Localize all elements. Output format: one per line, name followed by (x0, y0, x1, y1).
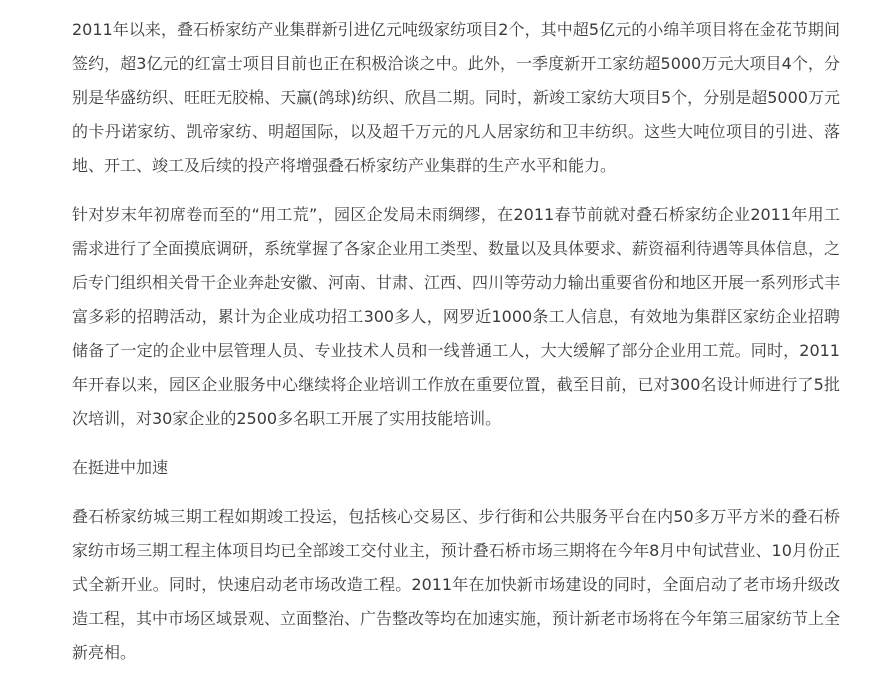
paragraph-labor-recruitment: 针对岁末年初席卷而至的“用工荒”，园区企发局未雨绸缪，在2011春节前就对叠石桥家纺企业2011年用工需求进行了全面摸底调研，系统掌握了各家企业用工类型、数量以及具体要求、薪资福利待遇等具体信息，之后专门组织相关骨干企业奔赴安徽、河南、甘肃、江西、四川等劳动力输出重要省份和地区开展一系列形式丰富多彩的招聘活动，累计为企业成功招工300多人，网罗近1000条工人信息，有效地为集群区家纺企业招聘储备了一定的企业中层管理人员、专业技术人员和一线普通工人，大大缓解了部分企业用工荒。同时，2011年开春以来，园区企业服务中心继续将企业培训工作放在重要位置，截至目前，已对300名设计师进行了5批次培训，对30家企业的2500多名职工开展了实用技能培训。 (72, 205, 841, 428)
paragraph-project-introduction: 2011年以来，叠石桥家纺产业集群新引进亿元吨级家纺项目2个，其中超5亿元的小绵羊项目将在金花节期间签约，超3亿元的红富士项目目前也正在积极洽谈之中。此外，一季度新开工家纺超5000万元大项目4个，分别是华盛纺织、旺旺无胶棉、天赢(鸽球)纺织、欣昌二期。同时，新竣工家纺大项目5个，分别是超5000万元的卡丹诺家纺、凯帝家纺、明超国际，以及超千万元的凡人居家纺和卫丰纺织。这些大吨位项目的引进、落地、开工、竣工及后续的投产将增强叠石桥家纺产业集群的生产水平和能力。 (72, 20, 840, 175)
article-body (72, 13, 840, 685)
paragraph-market-construction: 叠石桥家纺城三期工程如期竣工投运，包括核心交易区、步行街和公共服务平台在内50多万平方米的叠石桥家纺市场三期工程主体项目均已全部竣工交付业主，预计叠石桥市场三期将在今年8月中旬试营业、10月份正式全新开业。同时，快速启动老市场改造工程。2011年在加快新市场建设的同时，全面启动了老市场升级改造工程，其中市场区域景观、立面整治、广告整改等均在加速实施，预计新老市场将在今年第三届家纺节上全新亮相。 (72, 507, 841, 662)
section-subheading: 在挺进中加速 (72, 458, 169, 477)
